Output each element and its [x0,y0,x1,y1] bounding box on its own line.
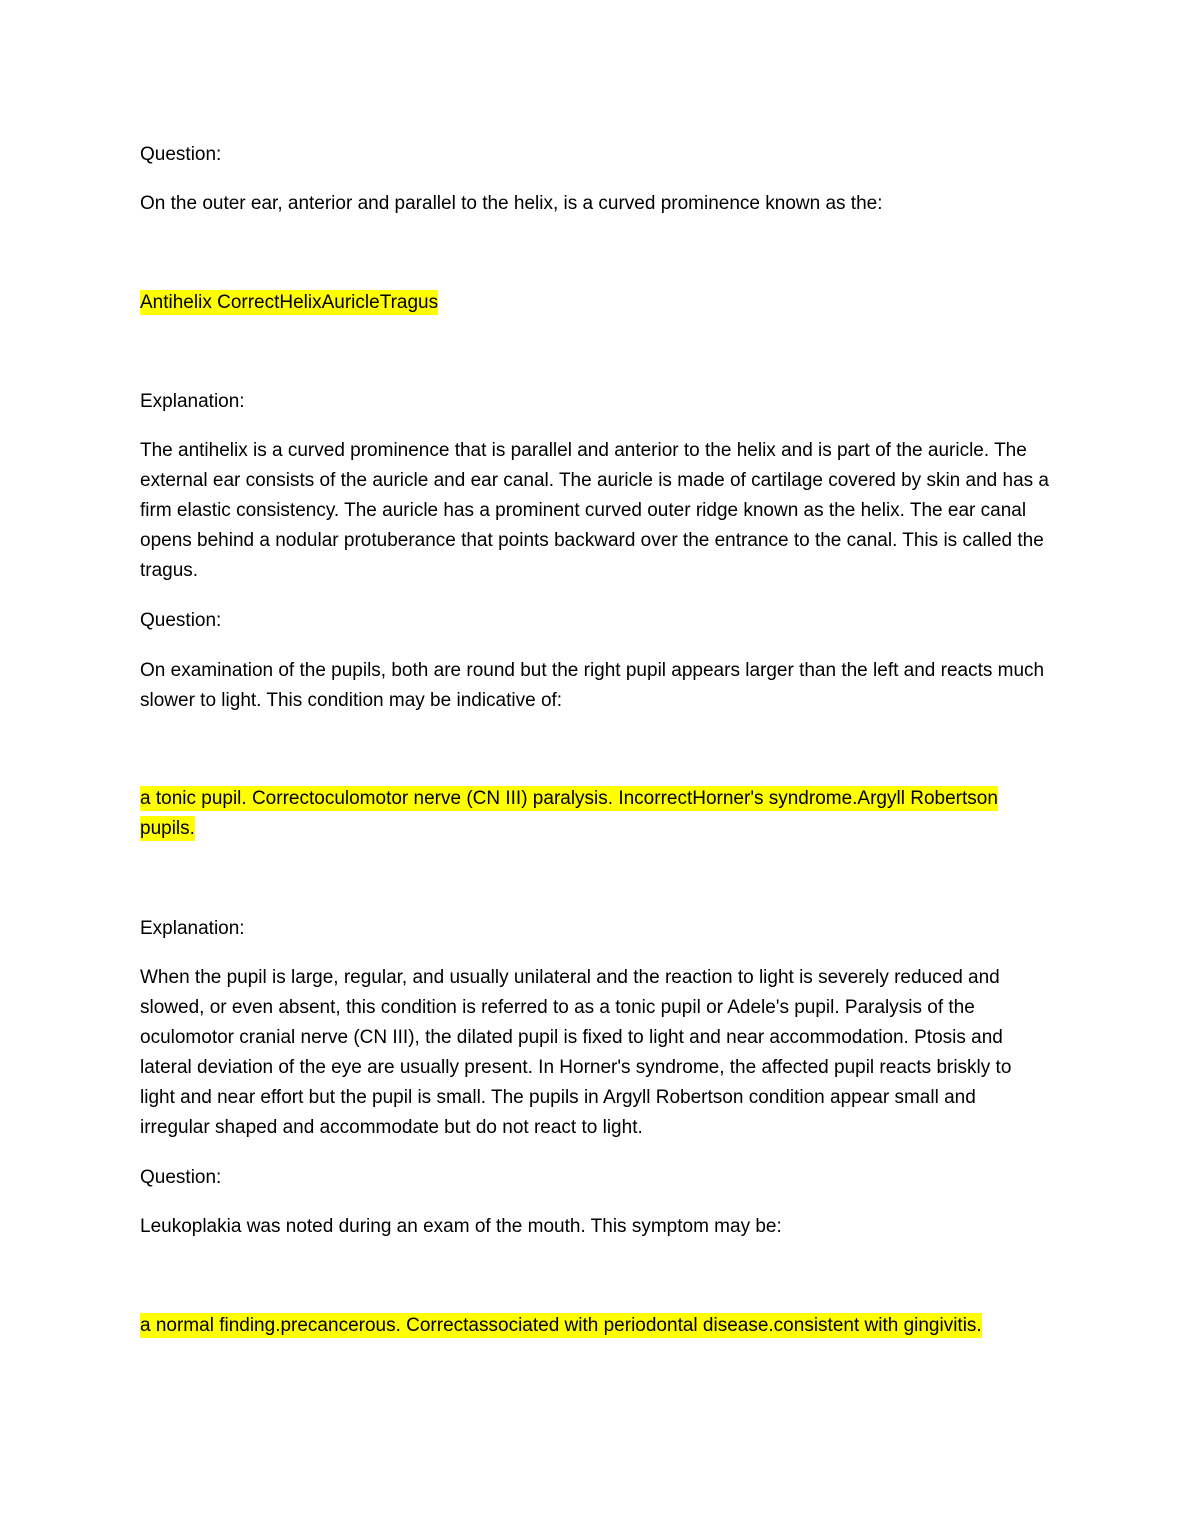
answer-highlight: Antihelix CorrectHelixAuricleTragus [140,292,439,313]
question-label: Question: [140,610,222,631]
explanation-text: The antihelix is a curved prominence that is parallel and anterior to the helix and is part of the auricle. The external ear consists of the auricle and ear canal. The auricle is made of cartilage covered by skin and has a firm elastic consistency. The auricle has a prominent curved outer ridge known as the helix. The ear canal opens behind a nodular protuberance that points backward over the entrance to the canal. This is called the tragus. [140,440,1049,581]
answer-highlight: a tonic pupil. Correctoculomotor nerve (CN III) paralysis. IncorrectHorner's syndrome.Argyll Robertson pupils. [140,788,998,839]
answer-options [140,288,1050,318]
question-label: Question: [140,1167,222,1188]
question-text: On examination of the pupils, both are round but the right pupil appears larger than the left and reacts much slower to light. This condition may be indicative of: [140,660,1045,711]
explanation-label: Explanation: [140,391,245,412]
explanation-label: Explanation: [140,918,245,939]
question-label: Question: [140,144,222,165]
answer-highlight: a normal finding.precancerous. Correctassociated with periodontal disease.consistent with gingivitis. [140,1315,982,1336]
answer-options [140,784,1050,844]
question-text: Leukoplakia was noted during an exam of the mouth. This symptom may be: [140,1216,782,1237]
question-text: On the outer ear, anterior and parallel to the helix, is a curved prominence known as the: [140,193,883,214]
answer-options [140,1311,1050,1341]
explanation-text: When the pupil is large, regular, and usually unilateral and the reaction to light is severely reduced and slowed, or even absent, this condition is referred to as a tonic pupil or Adele's pupil. Paralysis of the oculomotor cranial nerve (CN III), the dilated pupil is fixed to light and near accommodation. Ptosis and lateral deviation of the eye are usually present. In Horner's syndrome, the affected pupil reacts briskly to light and near effort but the pupil is small. The pupils in Argyll Robertson condition appear small and irregular shaped and accommodate but do not react to light. [140,967,1012,1138]
